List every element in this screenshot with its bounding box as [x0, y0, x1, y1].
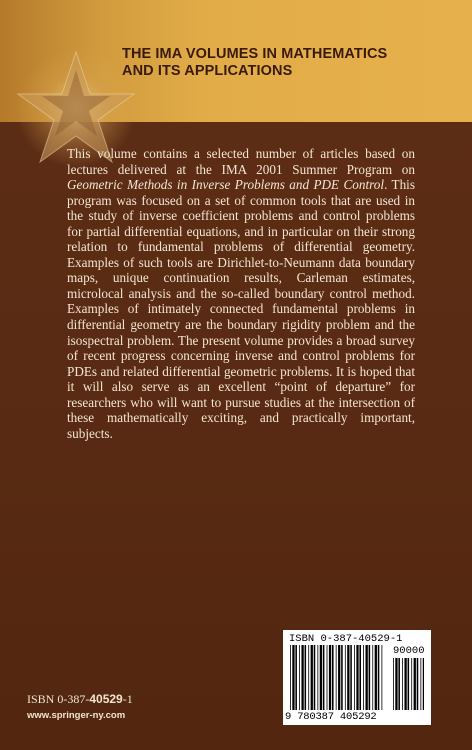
isbn-barcode [283, 630, 431, 725]
program-title: Geometric Methods in Inverse Problems and PDE Control [67, 177, 385, 193]
isbn-text [27, 692, 133, 707]
series-title-line-2: AND ITS APPLICATIONS [122, 63, 293, 79]
isbn-suffix: -1 [122, 692, 133, 706]
description-part-1: This volume contains a selected number of articles based on lectures delivered at the IMA 2001 Summer Program on [67, 146, 415, 177]
series-title [122, 46, 462, 80]
barcode-digits: 9 780387 405292 [285, 711, 377, 723]
barcode-price-code: 90000 [393, 645, 425, 657]
barcode-isbn-label: ISBN 0-387-40529-1 [289, 633, 403, 645]
series-title-line-1: THE IMA VOLUMES IN MATHEMATICS [122, 46, 388, 62]
publisher-website: www.springer-ny.com [27, 710, 126, 721]
description-text [67, 146, 415, 441]
isbn-bold-part: 40529 [89, 692, 123, 706]
isbn-prefix: ISBN 0-387- [27, 692, 90, 706]
description-part-2: . This program was focused on a set of common tools that are used in the study of inverse coefficient problems and control problems for partial differential equations, and in particular on their strong relation to fundamental problems of differential geometry. Examples of such tools are Dirichlet-to-Neumann data boundary maps, unique continuation results, Carleman estimates, microlocal analysis and the so-called boundary control method. Examples of intimately connected fundamental problems in differential geometry are the boundary rigidity problem and the isospectral problem. The present volume provides a broad survey of recent progress concerning inverse and control problems for PDEs and related differential geometric problems. It is hoped that it will also serve as an excellent “point of departure” for researchers who will want to pursue studies at the intersection of these mathematically exciting, and practically important, subjects. [67, 177, 415, 441]
